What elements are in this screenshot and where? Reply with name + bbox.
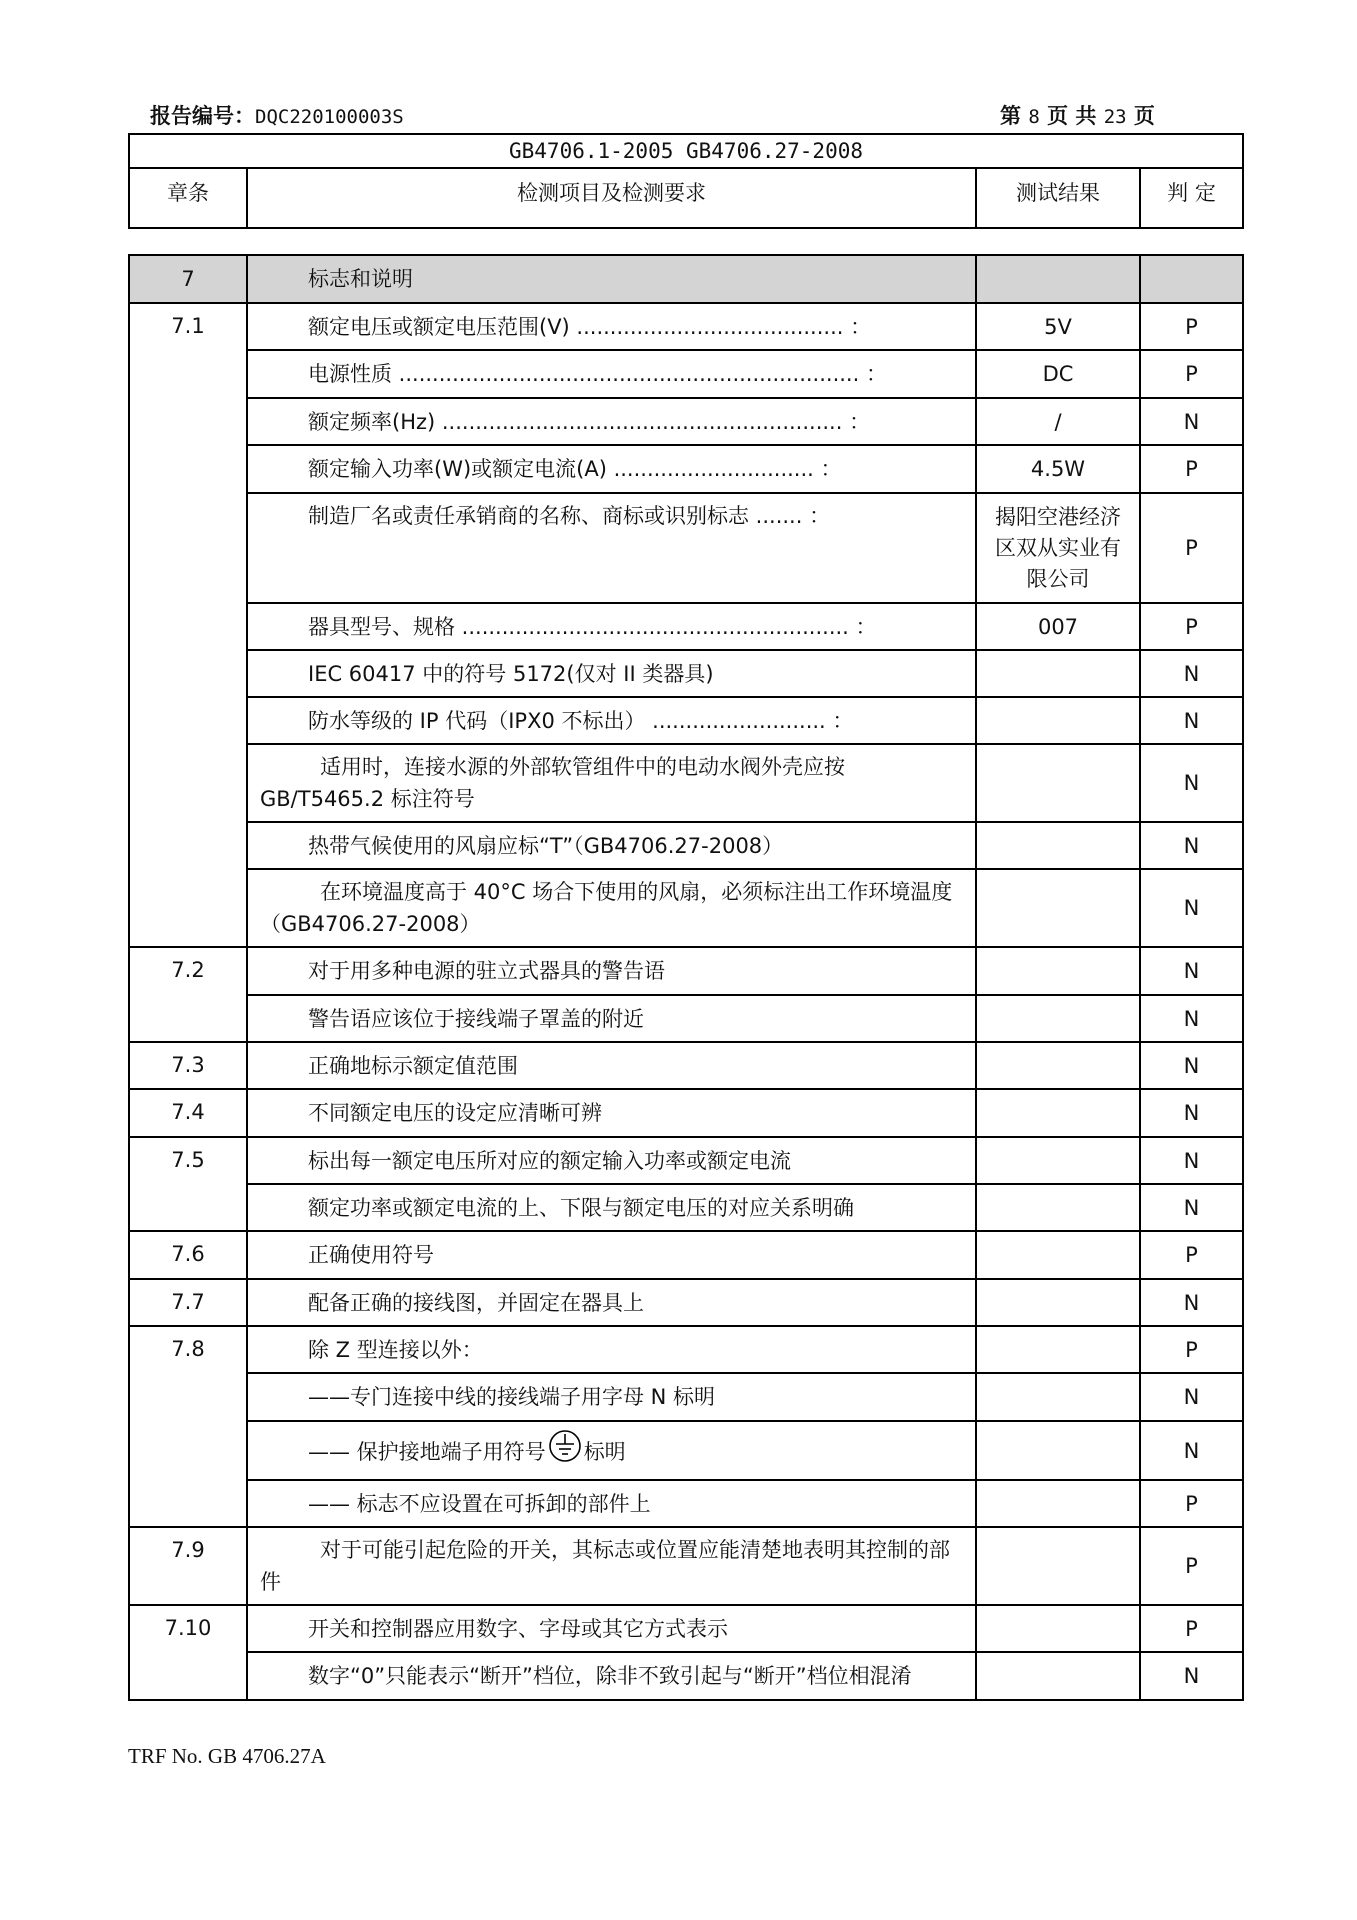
column-header-clause: 章条 bbox=[129, 168, 247, 228]
item-cell: 额定电压或额定电压范围(V) ........................................ ： bbox=[247, 303, 976, 350]
table-row bbox=[129, 493, 1243, 603]
result-cell bbox=[976, 1605, 1140, 1652]
verdict-cell: N bbox=[1140, 947, 1243, 995]
item-cell: 标志和说明 bbox=[247, 255, 976, 303]
verdict-cell: P bbox=[1140, 350, 1243, 398]
protective-earth-icon bbox=[548, 1429, 582, 1472]
table-row bbox=[129, 995, 1243, 1042]
table-row bbox=[129, 1373, 1243, 1421]
verdict-cell: N bbox=[1140, 869, 1243, 947]
report-number bbox=[150, 100, 404, 130]
page-indicator bbox=[1000, 100, 1155, 130]
verdict-cell: N bbox=[1140, 650, 1243, 697]
result-cell bbox=[976, 650, 1140, 697]
verdict-cell: P bbox=[1140, 1231, 1243, 1279]
table-row bbox=[129, 1652, 1243, 1700]
result-cell: 5V bbox=[976, 303, 1140, 350]
verdict-cell: P bbox=[1140, 1527, 1243, 1605]
item-cell: 配备正确的接线图，并固定在器具上 bbox=[247, 1279, 976, 1326]
table-row bbox=[129, 1231, 1243, 1279]
item-cell: 制造厂名或责任承销商的名称、商标或识别标志 ....... ： bbox=[247, 493, 976, 603]
item-cell: 警告语应该位于接线端子罩盖的附近 bbox=[247, 995, 976, 1042]
verdict-cell: P bbox=[1140, 493, 1243, 603]
item-text: 标明 bbox=[583, 1440, 626, 1464]
report-number-value: DQC220100003S bbox=[255, 106, 404, 128]
item-cell: IEC 60417 中的符号 5172(仅对 II 类器具) bbox=[247, 650, 976, 697]
verdict-cell: P bbox=[1140, 1605, 1243, 1652]
verdict-cell: P bbox=[1140, 1480, 1243, 1527]
item-cell: 数字“0”只能表示“断开”档位，除非不致引起与“断开”档位相混淆 bbox=[247, 1652, 976, 1700]
verdict-cell: N bbox=[1140, 1089, 1243, 1137]
clause-cell: 7.8 bbox=[129, 1326, 247, 1527]
page-text: 第 bbox=[1000, 104, 1021, 128]
column-header-result: 测试结果 bbox=[976, 168, 1140, 228]
item-cell: 对于用多种电源的驻立式器具的警告语 bbox=[247, 947, 976, 995]
page-number: 8 bbox=[1028, 106, 1040, 128]
result-cell bbox=[976, 1652, 1140, 1700]
clause-cell: 7.6 bbox=[129, 1231, 247, 1279]
verdict-cell: N bbox=[1140, 1652, 1243, 1700]
table-row bbox=[129, 1605, 1243, 1652]
result-cell: 007 bbox=[976, 603, 1140, 650]
result-cell bbox=[976, 1279, 1140, 1326]
clause-cell: 7.1 bbox=[129, 303, 247, 947]
item-cell: 额定频率(Hz) ............................................................ ： bbox=[247, 398, 976, 445]
page-text: 页 bbox=[1133, 104, 1155, 128]
form-reference: TRF No. GB 4706.27A bbox=[128, 1744, 326, 1768]
table-row bbox=[129, 398, 1243, 445]
item-cell: 在环境温度高于 40°C 场合下使用的风扇，必须标注出工作环境温度（GB4706.27-2008） bbox=[247, 869, 976, 947]
verdict-cell bbox=[1140, 255, 1243, 303]
table-row bbox=[129, 1137, 1243, 1184]
table-row bbox=[129, 744, 1243, 822]
item-cell: 防水等级的 IP 代码（IPX0 不标出） .......................... ： bbox=[247, 697, 976, 744]
result-cell bbox=[976, 869, 1140, 947]
verdict-cell: P bbox=[1140, 303, 1243, 350]
item-cell: 额定功率或额定电流的上、下限与额定电压的对应关系明确 bbox=[247, 1184, 976, 1231]
clause-cell: 7.5 bbox=[129, 1137, 247, 1231]
result-cell bbox=[976, 995, 1140, 1042]
standards-title: GB4706.1-2005 GB4706.27-2008 bbox=[129, 134, 1243, 168]
clause-cell: 7 bbox=[129, 255, 247, 303]
verdict-cell: N bbox=[1140, 1373, 1243, 1421]
table-row bbox=[129, 445, 1243, 493]
item-cell: 对于可能引起危险的开关，其标志或位置应能清楚地表明其控制的部件 bbox=[247, 1527, 976, 1605]
page-text: 页 共 bbox=[1047, 104, 1097, 128]
result-cell: 4.5W bbox=[976, 445, 1140, 493]
item-cell bbox=[247, 1421, 976, 1480]
verdict-cell: N bbox=[1140, 398, 1243, 445]
section-row bbox=[129, 255, 1243, 303]
result-cell bbox=[976, 1480, 1140, 1527]
item-text: —— 保护接地端子用符号 bbox=[308, 1440, 546, 1464]
verdict-cell: N bbox=[1140, 1279, 1243, 1326]
result-cell bbox=[976, 1184, 1140, 1231]
result-cell bbox=[976, 697, 1140, 744]
header-table bbox=[128, 133, 1244, 229]
result-cell bbox=[976, 1527, 1140, 1605]
table-row bbox=[129, 822, 1243, 869]
item-cell: 额定输入功率(W)或额定电流(A) .............................. ： bbox=[247, 445, 976, 493]
result-cell bbox=[976, 1042, 1140, 1089]
result-cell: / bbox=[976, 398, 1140, 445]
table-row bbox=[129, 1184, 1243, 1231]
item-cell: 电源性质 ..................................................................... ： bbox=[247, 350, 976, 398]
verdict-cell: N bbox=[1140, 822, 1243, 869]
verdict-cell: N bbox=[1140, 1421, 1243, 1480]
result-cell: 揭阳空港经济区双从实业有限公司 bbox=[976, 493, 1140, 603]
item-cell: 开关和控制器应用数字、字母或其它方式表示 bbox=[247, 1605, 976, 1652]
table-row bbox=[129, 1527, 1243, 1605]
result-cell bbox=[976, 1231, 1140, 1279]
verdict-cell: P bbox=[1140, 1326, 1243, 1373]
column-header-verdict: 判 定 bbox=[1140, 168, 1243, 228]
item-cell: 标出每一额定电压所对应的额定输入功率或额定电流 bbox=[247, 1137, 976, 1184]
table-row bbox=[129, 1279, 1243, 1326]
verdict-cell: N bbox=[1140, 744, 1243, 822]
test-items-table bbox=[128, 254, 1244, 1701]
item-cell: —— 标志不应设置在可拆卸的部件上 bbox=[247, 1480, 976, 1527]
verdict-cell: N bbox=[1140, 995, 1243, 1042]
clause-cell: 7.9 bbox=[129, 1527, 247, 1605]
table-row bbox=[129, 697, 1243, 744]
item-cell: 适用时，连接水源的外部软管组件中的电动水阀外壳应按GB/T5465.2 标注符号 bbox=[247, 744, 976, 822]
verdict-cell: P bbox=[1140, 445, 1243, 493]
result-cell bbox=[976, 1373, 1140, 1421]
result-cell bbox=[976, 947, 1140, 995]
verdict-cell: N bbox=[1140, 1137, 1243, 1184]
verdict-cell: N bbox=[1140, 1042, 1243, 1089]
table-row bbox=[129, 1089, 1243, 1137]
clause-cell: 7.3 bbox=[129, 1042, 247, 1089]
item-cell: ——专门连接中线的接线端子用字母 N 标明 bbox=[247, 1373, 976, 1421]
item-cell: 正确使用符号 bbox=[247, 1231, 976, 1279]
item-cell: 热带气候使用的风扇应标“T”（GB4706.27-2008） bbox=[247, 822, 976, 869]
clause-cell: 7.10 bbox=[129, 1605, 247, 1700]
item-cell: 正确地标示额定值范围 bbox=[247, 1042, 976, 1089]
item-cell: 器具型号、规格 .......................................................... ： bbox=[247, 603, 976, 650]
clause-cell: 7.4 bbox=[129, 1089, 247, 1137]
result-cell bbox=[976, 1089, 1140, 1137]
report-number-label: 报告编号： bbox=[150, 104, 255, 128]
table-row bbox=[129, 603, 1243, 650]
item-cell: 不同额定电压的设定应清晰可辨 bbox=[247, 1089, 976, 1137]
result-cell bbox=[976, 744, 1140, 822]
table-row bbox=[129, 1421, 1243, 1480]
result-cell bbox=[976, 1421, 1140, 1480]
table-row bbox=[129, 350, 1243, 398]
verdict-cell: N bbox=[1140, 697, 1243, 744]
result-cell bbox=[976, 822, 1140, 869]
table-row bbox=[129, 1042, 1243, 1089]
verdict-cell: N bbox=[1140, 1184, 1243, 1231]
verdict-cell: P bbox=[1140, 603, 1243, 650]
item-cell: 除 Z 型连接以外： bbox=[247, 1326, 976, 1373]
result-cell: DC bbox=[976, 350, 1140, 398]
clause-cell: 7.7 bbox=[129, 1279, 247, 1326]
column-header-item: 检测项目及检测要求 bbox=[247, 168, 976, 228]
page-total: 23 bbox=[1103, 106, 1127, 128]
clause-cell: 7.2 bbox=[129, 947, 247, 1042]
result-cell bbox=[976, 1137, 1140, 1184]
table-row bbox=[129, 1326, 1243, 1373]
table-row bbox=[129, 303, 1243, 350]
result-cell bbox=[976, 1326, 1140, 1373]
table-row bbox=[129, 947, 1243, 995]
table-row bbox=[129, 650, 1243, 697]
result-cell bbox=[976, 255, 1140, 303]
table-row bbox=[129, 869, 1243, 947]
table-row bbox=[129, 1480, 1243, 1527]
